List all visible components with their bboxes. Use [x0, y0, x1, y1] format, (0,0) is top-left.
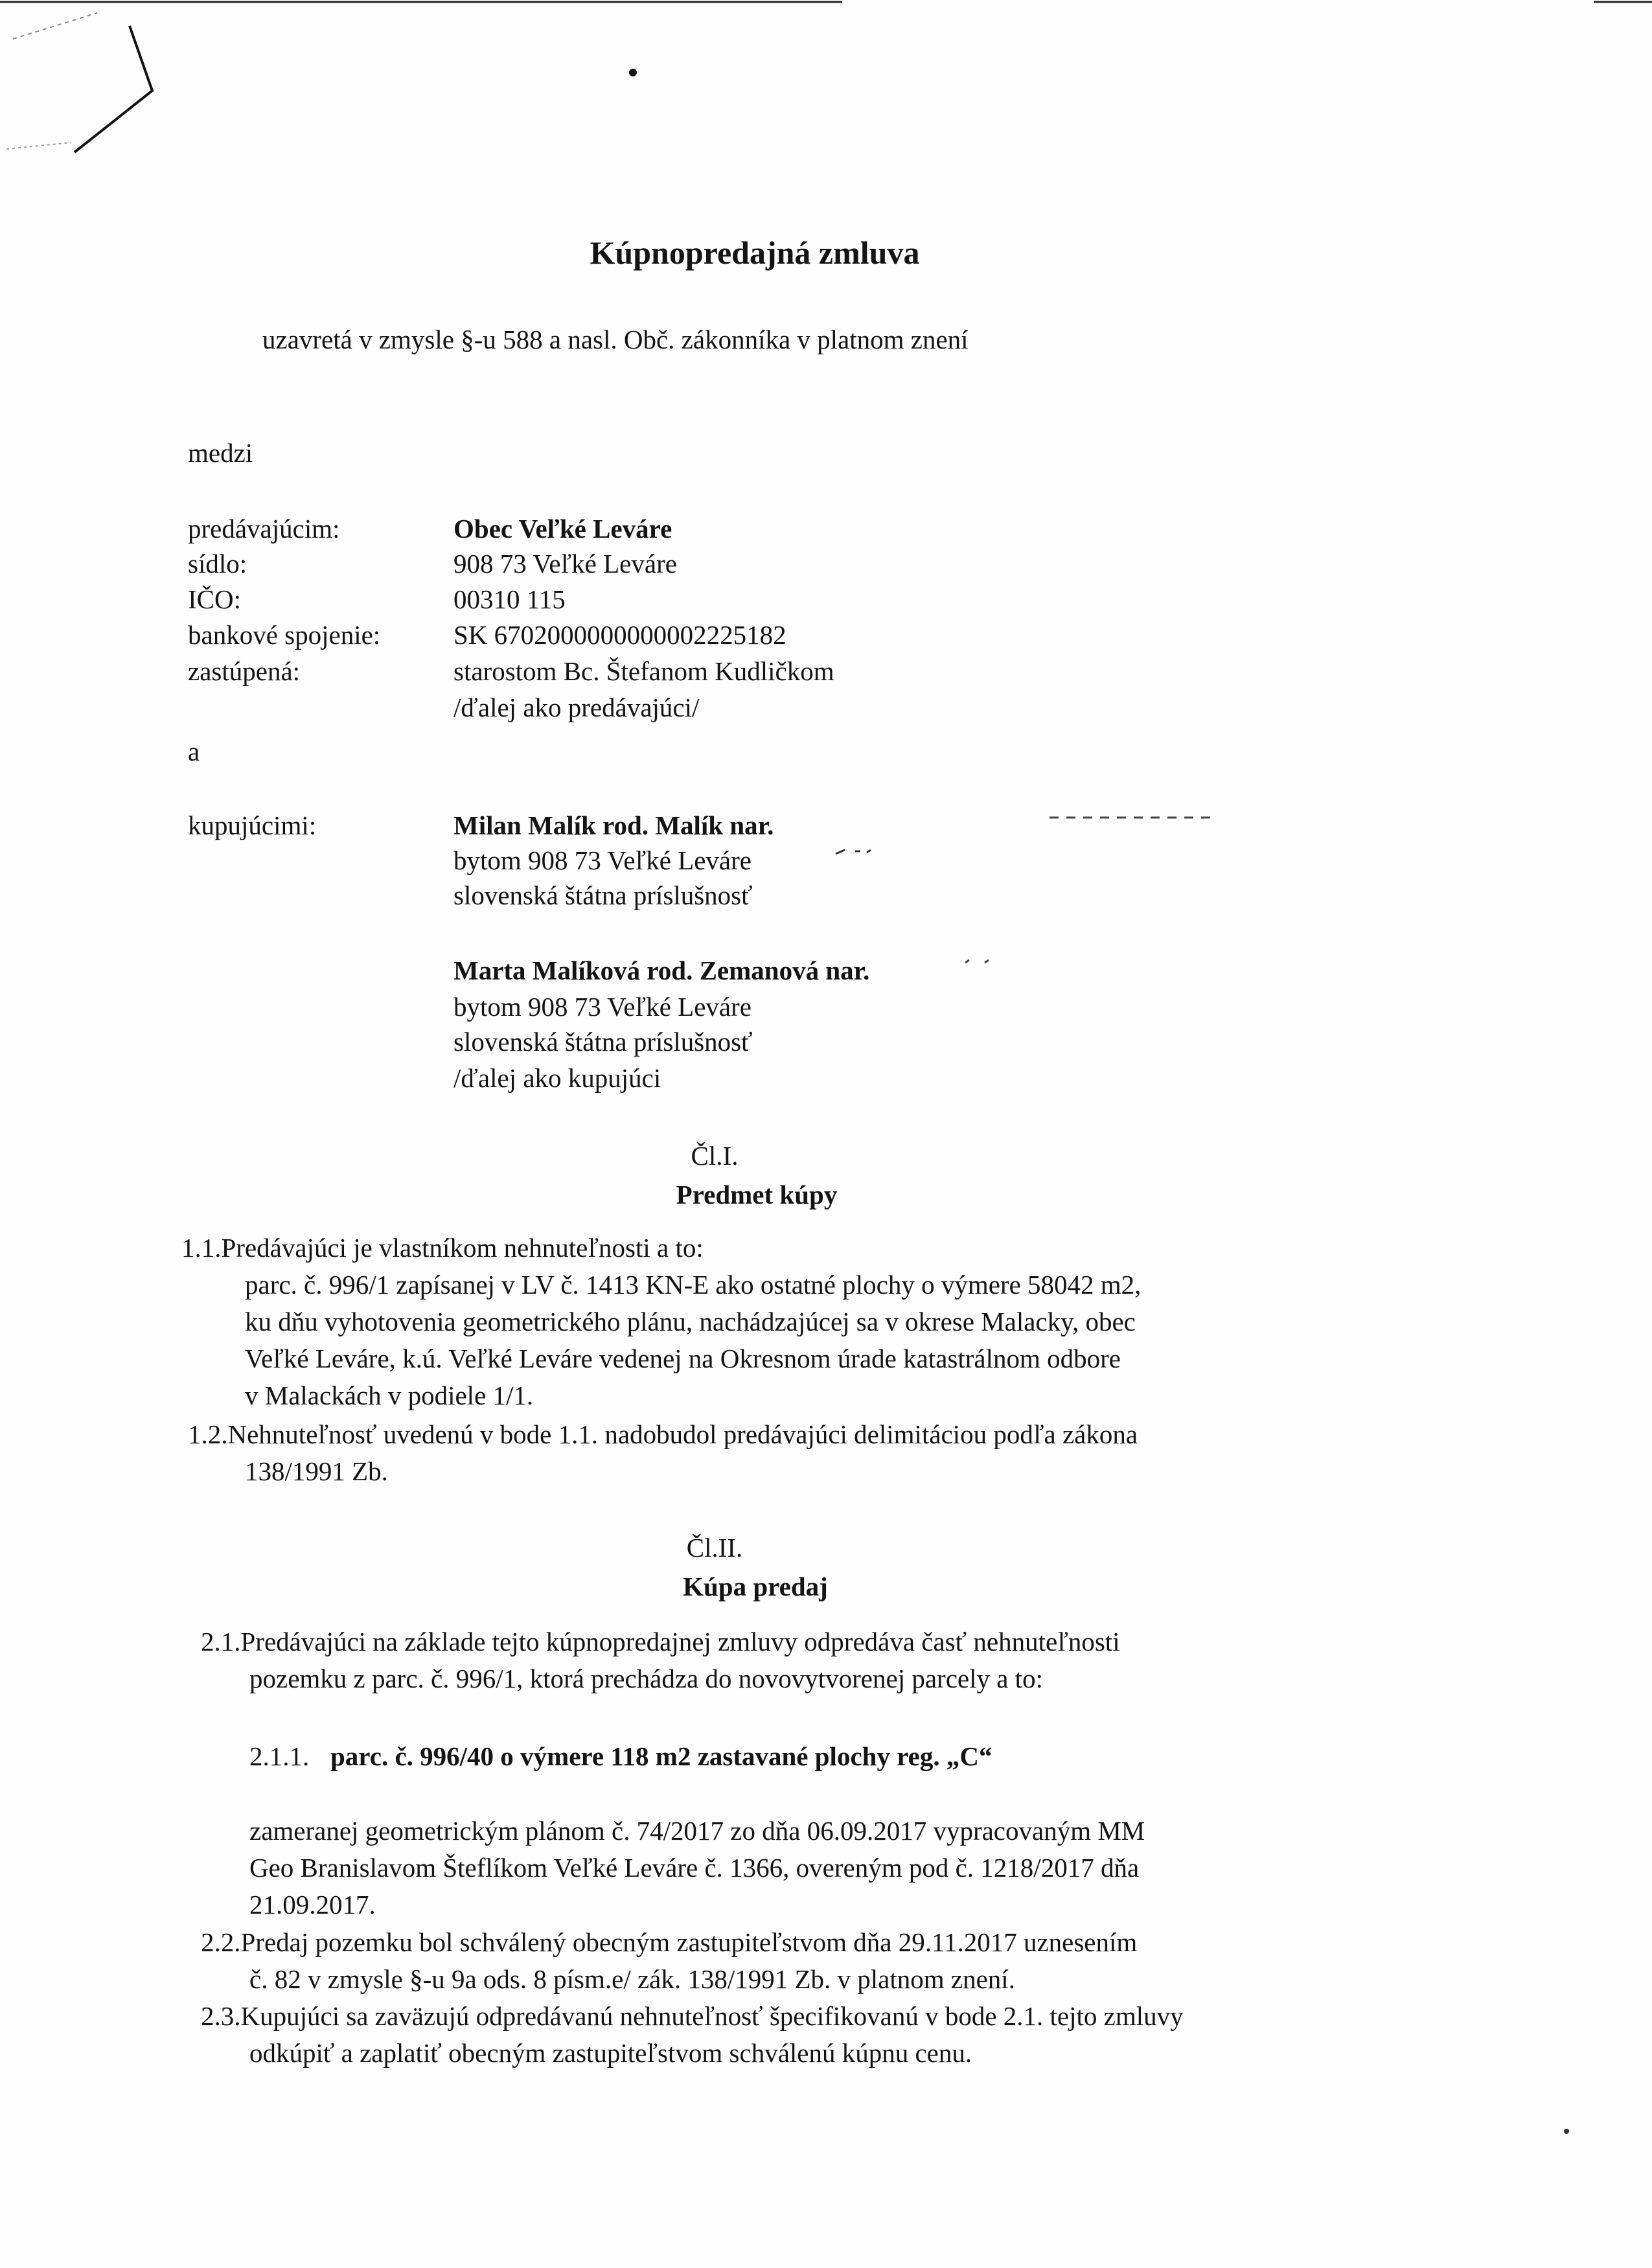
- clause-1-1-line4: v Malackách v podiele 1/1.: [245, 1380, 534, 1410]
- clause-2-1-1-line1: zameranej geometrickým plánom č. 74/2017 zo dňa 06.09.2017 vypracovaným MM: [249, 1816, 1145, 1846]
- clause-2-1-1-line3: 21.09.2017.: [249, 1890, 376, 1919]
- dot-mark-2: [1564, 2129, 1569, 2134]
- clause-2-1-1-number: 2.1.1.: [249, 1741, 310, 1771]
- seat-label: sídlo:: [188, 549, 247, 578]
- seller-name: Obec Veľké Leváre: [453, 514, 672, 544]
- between-label: medzi: [188, 438, 253, 468]
- and-label: a: [188, 737, 200, 766]
- clause-2-1-1: parc. č. 996/40 o výmere 118 m2 zastavané plochy reg. „C“: [330, 1741, 992, 1771]
- buyer2-name: Marta Malíková rod. Zemanová nar.: [453, 956, 870, 985]
- buyer2-address: bytom 908 73 Veľké Leváre: [453, 992, 751, 1022]
- ico-value: 00310 115: [453, 584, 566, 614]
- seat-value: 908 73 Veľké Leváre: [453, 549, 677, 578]
- redaction-marks-2: [965, 960, 989, 963]
- dot-mark: [629, 69, 637, 76]
- buyer1-citizenship: slovenská štátna príslušnosť: [453, 880, 753, 910]
- article1-number: Čl.I.: [691, 1141, 739, 1171]
- buyers-alias: /ďalej ako kupujúci: [453, 1063, 661, 1093]
- bank-label: bankové spojenie:: [188, 620, 381, 650]
- clause-2-3-line1: odkúpiť a zaplatiť obecným zastupiteľstvom schválenú kúpnu cenu.: [249, 2038, 972, 2068]
- corner-scribble: [13, 13, 97, 39]
- corner-fold-mark: [75, 26, 152, 152]
- page-title: Kúpnopredajná zmluva: [590, 235, 920, 271]
- rep-value: starostom Bc. Štefanom Kudličkom: [453, 656, 834, 686]
- clause-1-2: 1.2.Nehnuteľnosť uvedenú v bode 1.1. nadobudol predávajúci delimitáciou podľa zákona: [188, 1419, 1138, 1449]
- clause-2-1-1-line2: Geo Branislavom Šteflíkom Veľké Leváre č. 1366, overeným pod č. 1218/2017 dňa: [249, 1853, 1140, 1883]
- clause-1-1-line1: parc. č. 996/1 zapísanej v LV č. 1413 KN-E ako ostatné plochy o výmere 58042 m2,: [245, 1270, 1141, 1300]
- buyers-label: kupujúcimi:: [188, 810, 317, 840]
- ico-label: IČO:: [188, 584, 241, 614]
- article2-number: Čl.II.: [686, 1533, 743, 1563]
- clause-2-1-line1: pozemku z parc. č. 996/1, ktorá prechádza do novovytvorenej parcely a to:: [249, 1664, 1043, 1693]
- article1-title: Predmet kúpy: [676, 1180, 838, 1209]
- subtitle: uzavretá v zmysle §-u 588 a nasl. Obč. zákonníka v platnom znení: [262, 325, 969, 354]
- redaction-marks-1: [836, 850, 871, 854]
- rep-label: zastúpená:: [188, 656, 301, 686]
- bank-value: SK 6702000000000002225182: [453, 620, 786, 650]
- seller-label: predávajúcim:: [188, 514, 340, 544]
- clause-2-1: 2.1.Predávajúci na základe tejto kúpnopredajnej zmluvy odpredáva časť nehnuteľnosti: [201, 1627, 1120, 1656]
- clause-1-2-line1: 138/1991 Zb.: [245, 1456, 388, 1486]
- article2-title: Kúpa predaj: [683, 1572, 828, 1601]
- clause-2-2-line1: č. 82 v zmysle §-u 9a ods. 8 písm.e/ zák. 138/1991 Zb. v platnom znení.: [249, 1964, 1015, 1994]
- corner-scribble-2: [6, 143, 71, 149]
- seller-alias: /ďalej ako predávajúci/: [453, 693, 700, 722]
- clause-1-1: 1.1.Predávajúci je vlastníkom nehnuteľnosti a to:: [181, 1233, 704, 1263]
- clause-1-1-line2: ku dňu vyhotovenia geometrického plánu, nachádzajúcej sa v okrese Malacky, obec: [245, 1307, 1136, 1336]
- buyer1-address: bytom 908 73 Veľké Leváre: [453, 845, 751, 875]
- clause-2-3: 2.3.Kupujúci sa zaväzujú odpredávanú nehnuteľnosť špecifikovanú v bode 2.1. tejto zmluvy: [201, 2001, 1184, 2031]
- buyer2-citizenship: slovenská štátna príslušnosť: [453, 1027, 753, 1057]
- clause-2-2: 2.2.Predaj pozemku bol schválený obecným zastupiteľstvom dňa 29.11.2017 uznesením: [201, 1927, 1138, 1957]
- clause-1-1-line3: Veľké Leváre, k.ú. Veľké Leváre vedenej na Okresnom úrade katastrálnom odbore: [245, 1344, 1121, 1373]
- buyer1-name: Milan Malík rod. Malík nar.: [453, 810, 774, 840]
